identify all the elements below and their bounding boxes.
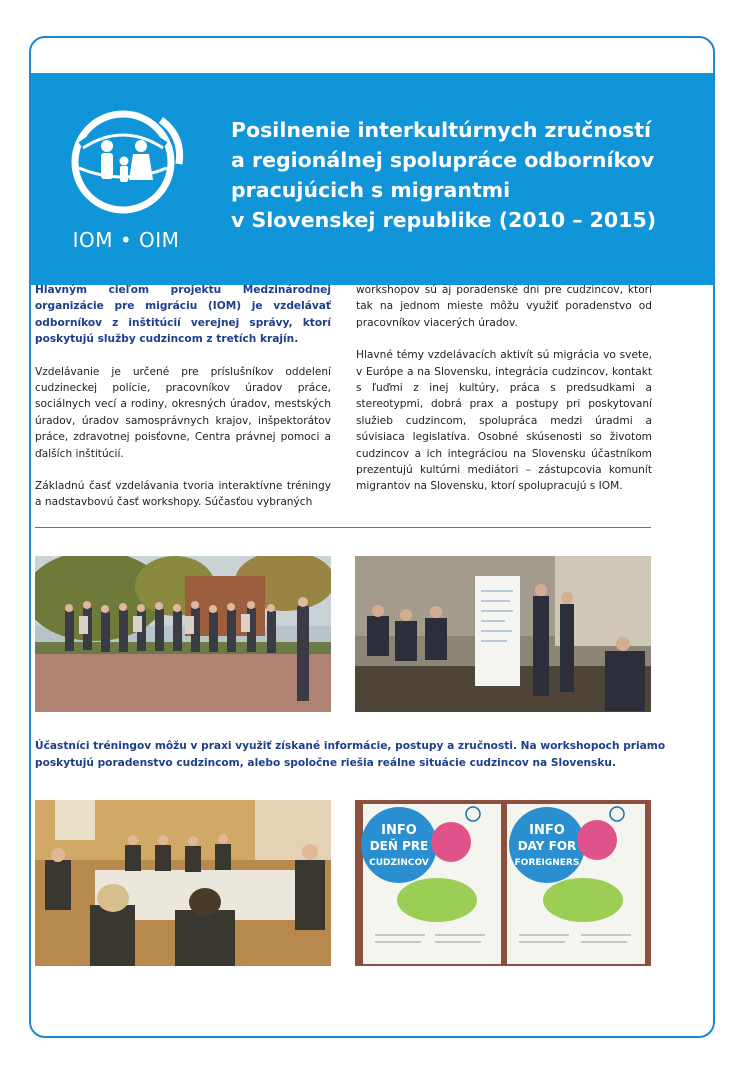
photo-outdoor-training <box>35 556 331 712</box>
title-line: Posilnenie interkultúrnych zručností <box>231 118 652 142</box>
paragraph: Vzdelávanie je určené pre príslušníkov oddelení cudzineckej polície, pracovníkov úradov práce, sociálnych vecí a rodiny, okresných úradov, mestských úradov, úradov samosprávnych krajov, inšpektorátov práce, zdravotnej poisťovne, Centra právnej pomoci a ďalších inštitúcií. <box>35 365 331 460</box>
paragraph: Základnú časť vzdelávania tvoria interaktívne tréningy a nadstavbovú časť workshopy. Súčasťou vybraných <box>35 480 331 509</box>
title-line: a regionálnej spolupráce odborníkov <box>231 148 655 172</box>
paragraph: workshopov sú aj poradenské dni pre cudzincov, ktorí tak na jednom mieste môžu využiť poradenstvo od pracovníkov viacerých úradov. <box>356 284 652 329</box>
photo-workshop-room <box>35 800 331 966</box>
photo-caption <box>35 738 666 772</box>
title-line: v Slovenskej republike (2010 – 2015) <box>231 208 657 232</box>
poster-en-line1: INFO <box>529 823 565 838</box>
poster-sk-line2: DEŇ PRE <box>369 839 429 853</box>
left-column <box>35 282 331 527</box>
header-banner <box>31 73 715 285</box>
poster-sk-line1: INFO <box>381 823 417 838</box>
caption-line: poskytujú poradenstvo cudzincom, alebo spoločne riešia reálne situácie cudzincov na Slovensku. <box>35 757 616 769</box>
page-title <box>231 115 701 235</box>
iom-emblem-icon <box>61 106 191 226</box>
caption-line: Účastníci tréningov môžu v praxi využiť získané informácie, postupy a zručnosti. Na workshopoch priamo <box>35 740 666 752</box>
poster-en-line2: DAY FOR <box>517 839 577 853</box>
photo-flipchart-session <box>355 556 651 712</box>
section-divider <box>35 527 651 528</box>
right-column <box>356 282 652 511</box>
photo-info-posters <box>355 800 651 966</box>
poster-sk-line3: CUDZINCOV <box>369 858 429 868</box>
paragraph: Hlavné témy vzdelávacích aktivít sú migrácia vo svete, v Európe a na Slovensku, integrácia cudzincov, kontakt s ľuďmi z inej kultúry, práca s predsudkami a stereotypmi, dobrá prax a postupy pri poskytovaní služieb cudzincom, spolupráca medzi úradmi a súvisiaca legislatíva. Osobné skúsenosti so životom cudzincov a ich integráciou na Slovensku účastníkom prezentujú kultúrni mediátori – zástupcovia komunít migrantov na Slovensku, ktorí spolupracujú s IOM. <box>356 349 652 493</box>
lead-paragraph: Hlavným cieľom projektu Medzinárodnej organizácie pre migráciu (IOM) je vzdelávať odborníkov z inštitúcií verejnej správy, ktorí poskytujú služby cudzincom z tretích krajín. <box>35 284 331 346</box>
title-line: pracujúcich s migrantmi <box>231 178 511 202</box>
logo-text: IOM • OIM <box>72 228 180 252</box>
poster-en-line3: FOREIGNERS <box>514 858 580 868</box>
iom-logo <box>61 106 191 251</box>
